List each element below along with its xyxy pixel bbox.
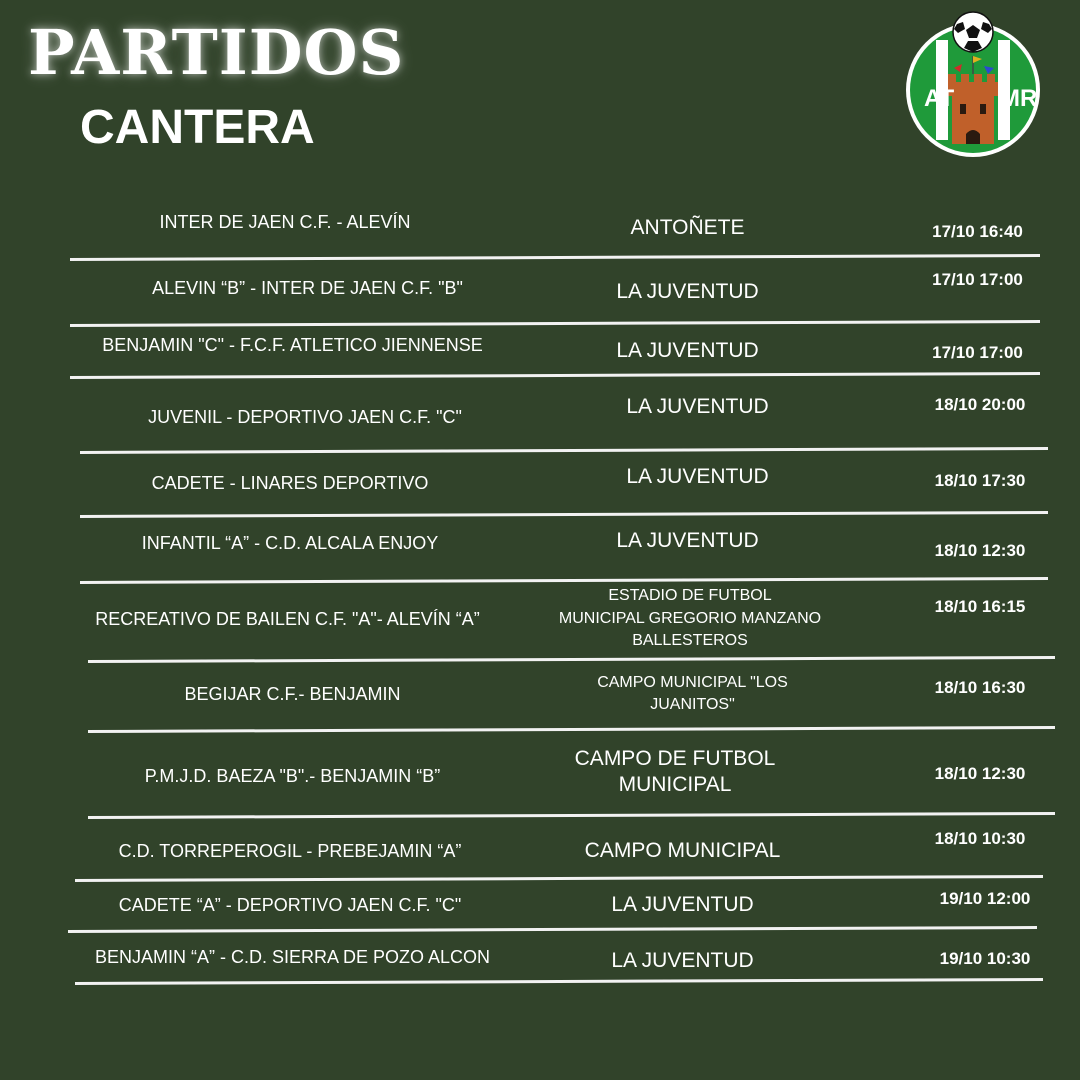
- match-datetime: 18/10 16:30: [934, 678, 1026, 698]
- match-venue: ANTOÑETE: [630, 215, 745, 239]
- venue-line: JUANITOS": [650, 696, 735, 713]
- match-venue: [555, 734, 795, 810]
- match-teams: INFANTIL “A” - C.D. ALCALA ENJOY: [141, 532, 439, 553]
- club-crest-logo: [902, 8, 1044, 160]
- match-datetime: 17/10 17:00: [932, 270, 1023, 290]
- match-datetime: 18/10 16:15: [934, 597, 1026, 617]
- row-divider: [68, 926, 1037, 933]
- match-venue: LA JUVENTUD: [616, 279, 759, 303]
- crest-right-letters: MR: [1000, 85, 1038, 112]
- venue-line: CAMPO DE FUTBOL: [574, 746, 776, 770]
- match-teams: BENJAMIN “A” - C.D. SIERRA DE POZO ALCON: [94, 946, 491, 967]
- match-datetime: 17/10 16:40: [932, 222, 1023, 242]
- match-venue: LA JUVENTUD: [611, 892, 754, 916]
- venue-line: MUNICIPAL GREGORIO MANZANO: [558, 609, 822, 627]
- page-subtitle: CANTERA: [80, 101, 315, 154]
- match-datetime: 19/10 10:30: [939, 949, 1031, 969]
- match-datetime: 18/10 20:00: [934, 395, 1026, 415]
- match-venue: LA JUVENTUD: [626, 394, 769, 418]
- match-venue: LA JUVENTUD: [626, 464, 769, 488]
- match-teams: BEGIJAR C.F.- BENJAMIN: [184, 683, 401, 704]
- match-teams: INTER DE JAEN C.F. - ALEVÍN: [159, 211, 411, 232]
- crest-left-letters: AT: [924, 85, 955, 112]
- venue-line: CAMPO MUNICIPAL "LOS: [597, 673, 788, 691]
- match-teams: ALEVIN “B” - INTER DE JAEN C.F. "B": [152, 277, 463, 298]
- match-teams: C.D. TORREPEROGIL - PREBEJAMIN “A”: [118, 840, 462, 861]
- match-datetime: 17/10 17:00: [932, 343, 1023, 363]
- match-teams: CADETE “A” - DEPORTIVO JAEN C.F. "C": [118, 894, 462, 915]
- match-venue: LA JUVENTUD: [616, 528, 759, 552]
- match-datetime: 18/10 17:30: [934, 471, 1026, 491]
- match-venue: [555, 664, 830, 724]
- match-venue: [550, 584, 830, 654]
- row-divider: [80, 577, 1048, 584]
- match-venue: LA JUVENTUD: [611, 948, 754, 972]
- match-venue: CAMPO MUNICIPAL: [584, 838, 781, 862]
- match-teams: P.M.J.D. BAEZA "B".- BENJAMIN “B”: [144, 765, 441, 786]
- match-teams: CADETE - LINARES DEPORTIVO: [151, 472, 429, 493]
- match-teams: BENJAMIN "C" - F.C.F. ATLETICO JIENNENSE: [102, 334, 483, 355]
- match-teams: JUVENIL - DEPORTIVO JAEN C.F. "C": [148, 406, 462, 427]
- match-venue: LA JUVENTUD: [616, 338, 759, 362]
- venue-line: MUNICIPAL: [618, 773, 732, 796]
- row-divider: [70, 372, 1040, 379]
- row-divider: [88, 726, 1055, 733]
- venue-line: ESTADIO DE FUTBOL: [608, 587, 772, 605]
- venue-line: BALLESTEROS: [632, 632, 748, 650]
- match-datetime: 19/10 12:00: [939, 889, 1031, 909]
- match-datetime: 18/10 12:30: [934, 541, 1026, 561]
- match-teams: RECREATIVO DE BAILEN C.F. "A"- ALEVÍN “A”: [95, 608, 480, 629]
- page-title: PARTIDOS: [28, 16, 405, 89]
- match-datetime: 18/10 12:30: [934, 764, 1026, 784]
- match-datetime: 18/10 10:30: [934, 829, 1026, 849]
